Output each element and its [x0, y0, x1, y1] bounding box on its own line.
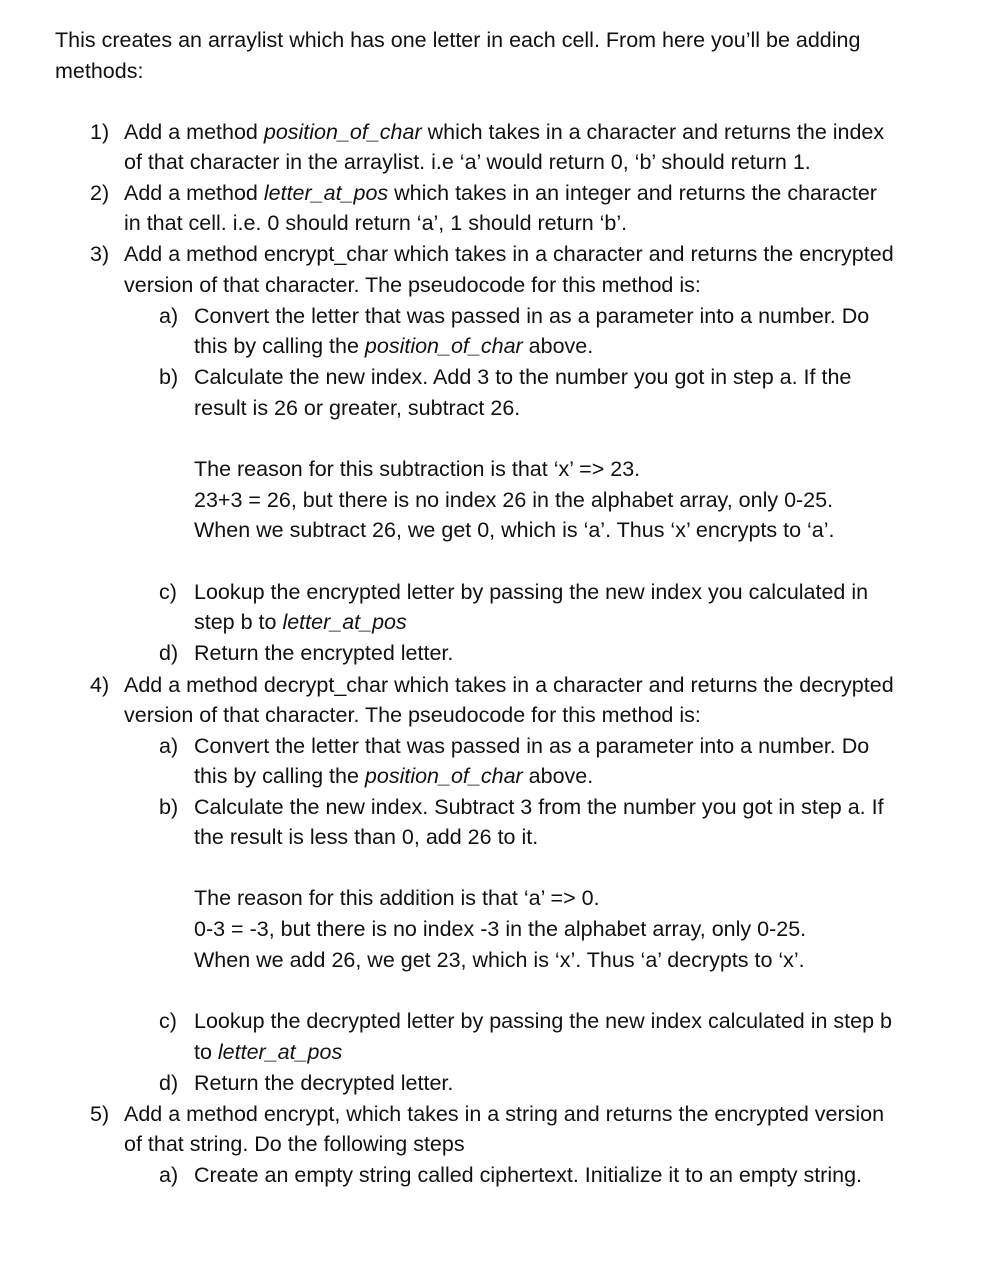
subitem-a-line-1: Convert the letter that was passed in as a parameter into a number. Do: [194, 304, 870, 328]
subitem-label-c: c): [159, 580, 177, 604]
subitem-a-line-2: this by calling the position_of_char above.: [194, 334, 594, 358]
method-name: letter_at_pos: [263, 181, 389, 205]
subitem-d-line-1: Return the encrypted letter.: [194, 641, 454, 665]
subitem-c-line-1: Lookup the decrypted letter by passing the new index calculated in step b: [194, 1009, 893, 1033]
note-line-2: 0-3 = -3, but there is no index -3 in the alphabet array, only 0-25.: [194, 917, 807, 941]
subitem-c-line-1: Lookup the encrypted letter by passing the new index you calculated in: [194, 580, 869, 604]
item-text-line-1: Add a method encrypt, which takes in a string and returns the encrypted version: [124, 1102, 885, 1126]
subitem-label-a: a): [159, 1163, 179, 1187]
note-line-1: The reason for this addition is that ‘a’ => 0.: [194, 886, 600, 910]
item-text-line-1: Add a method encrypt_char which takes in a character and returns the encrypted: [124, 242, 894, 266]
item-text-line-2: version of that character. The pseudocode for this method is:: [124, 703, 701, 727]
item-text-line-1: Add a method letter_at_pos which takes in an integer and returns the character: [124, 181, 877, 205]
item-number: 1): [90, 120, 110, 144]
item-number: 5): [90, 1102, 110, 1126]
subitem-label-b: b): [159, 365, 179, 389]
method-name: position_of_char: [364, 764, 523, 788]
subitem-a-line-1: Convert the letter that was passed in as a parameter into a number. Do: [194, 734, 870, 758]
note-line-3: When we subtract 26, we get 0, which is ‘a’. Thus ‘x’ encrypts to ‘a’.: [194, 518, 835, 542]
subitem-label-d: d): [159, 641, 179, 665]
intro-line-2: methods:: [55, 59, 144, 83]
method-name: letter_at_pos: [217, 1040, 343, 1064]
note-line-2: 23+3 = 26, but there is no index 26 in the alphabet array, only 0-25.: [194, 488, 834, 512]
subitem-b-line-1: Calculate the new index. Add 3 to the number you got in step a. If the: [194, 365, 852, 389]
item-text-line-1: Add a method decrypt_char which takes in a character and returns the decrypted: [124, 673, 894, 697]
subitem-label-b: b): [159, 795, 179, 819]
subitem-b-line-2: result is 26 or greater, subtract 26.: [194, 396, 521, 420]
subitem-label-a: a): [159, 304, 179, 328]
subitem-b-line-1: Calculate the new index. Subtract 3 from the number you got in step a. If: [194, 795, 884, 819]
item-text-line-2: of that character in the arraylist. i.e ‘a’ would return 0, ‘b’ should return 1.: [124, 150, 811, 174]
subitem-c-line-2: step b to letter_at_pos: [194, 610, 407, 634]
method-name: position_of_char: [263, 120, 422, 144]
method-name: position_of_char: [364, 334, 523, 358]
method-name: letter_at_pos: [282, 610, 407, 634]
item-number: 4): [90, 673, 110, 697]
item-text-line-2: version of that character. The pseudocode for this method is:: [124, 273, 701, 297]
item-text-line-1: Add a method position_of_char which takes in a character and returns the index: [124, 120, 885, 144]
subitem-a-line-2: this by calling the position_of_char above.: [194, 764, 594, 788]
note-line-1: The reason for this subtraction is that ‘x’ => 23.: [194, 457, 641, 481]
subitem-d-line-1: Return the decrypted letter.: [194, 1071, 454, 1095]
subitem-label-c: c): [159, 1009, 177, 1033]
subitem-c-line-2: to letter_at_pos: [194, 1040, 343, 1064]
item-text-line-2: in that cell. i.e. 0 should return ‘a’, 1 should return ‘b’.: [124, 211, 628, 235]
subitem-a-line-1: Create an empty string called ciphertext. Initialize it to an empty string.: [194, 1163, 863, 1187]
item-text-line-2: of that string. Do the following steps: [124, 1132, 465, 1156]
item-number: 2): [90, 181, 110, 205]
intro-line-1: This creates an arraylist which has one letter in each cell. From here you’ll be adding: [55, 28, 861, 52]
subitem-b-line-2: the result is less than 0, add 26 to it.: [194, 825, 539, 849]
subitem-label-d: d): [159, 1071, 179, 1095]
note-line-3: When we add 26, we get 23, which is ‘x’. Thus ‘a’ decrypts to ‘x’.: [194, 948, 805, 972]
subitem-label-a: a): [159, 734, 179, 758]
item-number: 3): [90, 242, 110, 266]
